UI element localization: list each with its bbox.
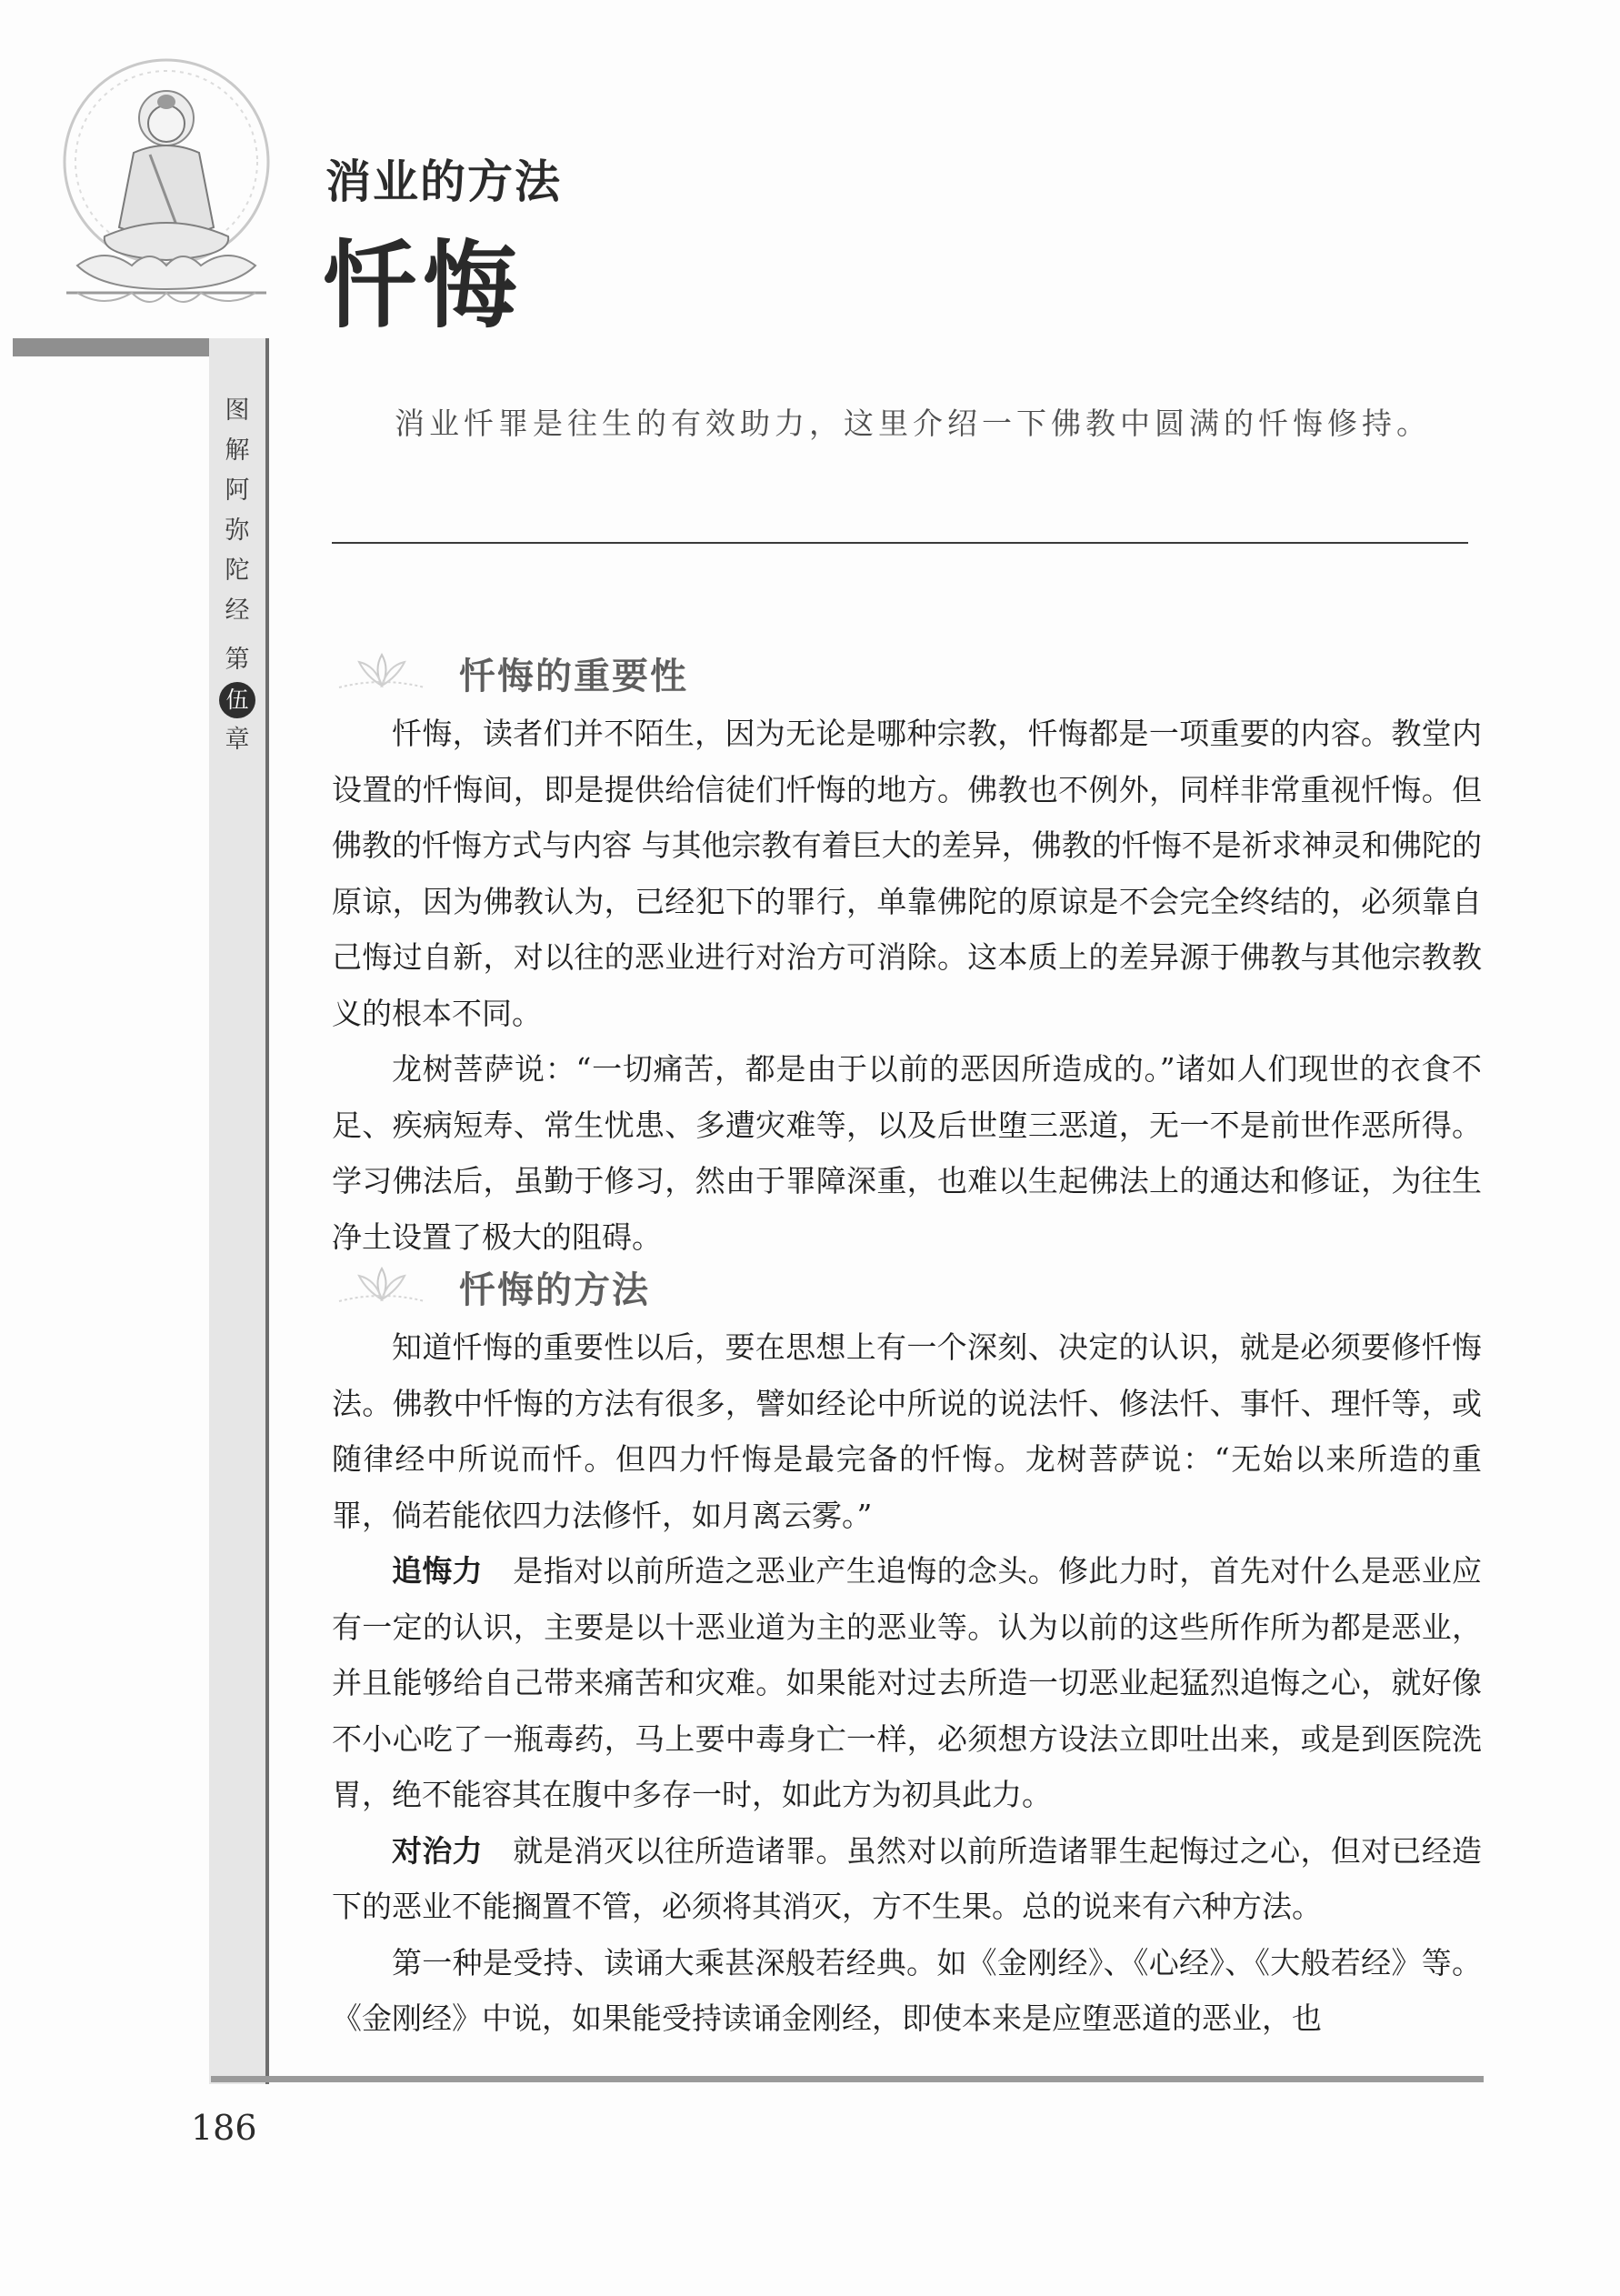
term-text: 是指对以前所造之恶业产生追悔的念头。修此力时，首先对什么是恶业应有一定的认识，主要是以十恶业道为主的恶业等。认为以前的这些所作所为都是恶业，并且能够给自己带来痛苦和灾难。如果能对过去所造一切恶业起猛烈追悔之心，就好像不小心吃了一瓶毒药，马上要中毒身亡一样，必须想方设法立即吐出来，或是到医院洗胃，绝不能容其在腹中多存一时，如此方为初具此力。 <box>332 1553 1483 1812</box>
footer-rule <box>211 2076 1484 2082</box>
book-title-char: 阿 <box>225 476 250 505</box>
lotus-icon <box>332 649 432 695</box>
intro-text: 消业忏罪是往生的有效助力，这里介绍一下佛教中圆满的忏悔修持。 <box>395 406 1431 441</box>
book-title-char: 经 <box>225 597 250 625</box>
chapter-suffix: 章 <box>225 726 250 754</box>
section-heading <box>332 1261 1482 1319</box>
book-title-char: 解 <box>225 436 250 465</box>
book-title-char: 图 <box>225 396 250 425</box>
section-title: 忏悔的方法 <box>459 1269 650 1311</box>
book-title-char: 弥 <box>225 516 250 545</box>
page-title: 忏悔 <box>323 229 524 341</box>
lotus-icon <box>332 1263 432 1308</box>
buddha-figure-icon <box>50 55 282 327</box>
chapter-prefix: 第 <box>225 646 250 674</box>
body-paragraph: 龙树菩萨说：“一切痛苦，都是由于以前的恶因所造成的。”诸如人们现世的衣食不足、疾病短寿、常生忧患、多遭灾难等，以及后世堕三恶道，无一不是前世作恶所得。学习佛法后，虽勤于修习，然由于罪障深重，也难以生起佛法上的通达和修证，为往生净土设置了极大的阻碍。 <box>332 1051 1482 1255</box>
term-paragraph <box>332 1543 1482 1823</box>
term-paragraph <box>332 1823 1482 1935</box>
chapter-number-badge: 伍 <box>219 682 255 718</box>
sidebar-text <box>209 391 265 760</box>
section-heading <box>332 647 1482 706</box>
body-paragraph: 知道忏悔的重要性以后，要在思想上有一个深刻、决定的认识，就是必须要修忏悔法。佛教中忏悔的方法有很多，譬如经论中所说的说法忏、修法忏、事忏、理忏等，或随律经中所说而忏。但四力忏悔是最完备的忏悔。龙树菩萨说：“无始以来所造的重罪，倘若能依四力法修忏，如月离云雾。” <box>332 1329 1482 1533</box>
term-label: 对治力 <box>392 1832 483 1869</box>
section-importance <box>332 647 1482 1265</box>
page-number: 186 <box>191 2108 257 2148</box>
book-title-char: 陀 <box>225 556 250 585</box>
body-paragraph: 第一种是受持、读诵大乘甚深般若经典。如《金刚经》、《心经》、《大般若经》等。《金刚经》中说，如果能受持读诵金刚经，即使本来是应堕恶道的恶业，也 <box>332 1944 1482 2036</box>
intro-divider <box>332 542 1468 544</box>
section-method <box>332 1261 1482 2047</box>
section-title: 忏悔的重要性 <box>459 656 688 697</box>
chapter-kicker: 消业的方法 <box>325 155 562 208</box>
term-label: 追悔力 <box>392 1553 483 1589</box>
term-text: 就是消灭以往所造诸罪。虽然对以前所造诸罪生起悔过之心，但对已经造下的恶业不能搁置不管，必须将其消灭，方不生果。总的说来有六种方法。 <box>332 1832 1483 1924</box>
body-paragraph: 忏悔，读者们并不陌生，因为无论是哪种宗教，忏悔都是一项重要的内容。教堂内设置的忏悔间，即是提供给信徒们忏悔的地方。佛教也不例外，同样非常重视忏悔。但佛教的忏悔方式与内容 与其他宗教有着巨大的差异，佛教的忏悔不是祈求神灵和佛陀的原谅，因为佛教认为，已经犯下的罪行，单靠佛陀的原谅是不会完全终结的，必须靠自己悔过自新，对以往的恶业进行对治方可消除。这本质上的差异源于佛教与其他宗教教义的根本不同。 <box>332 716 1482 1031</box>
